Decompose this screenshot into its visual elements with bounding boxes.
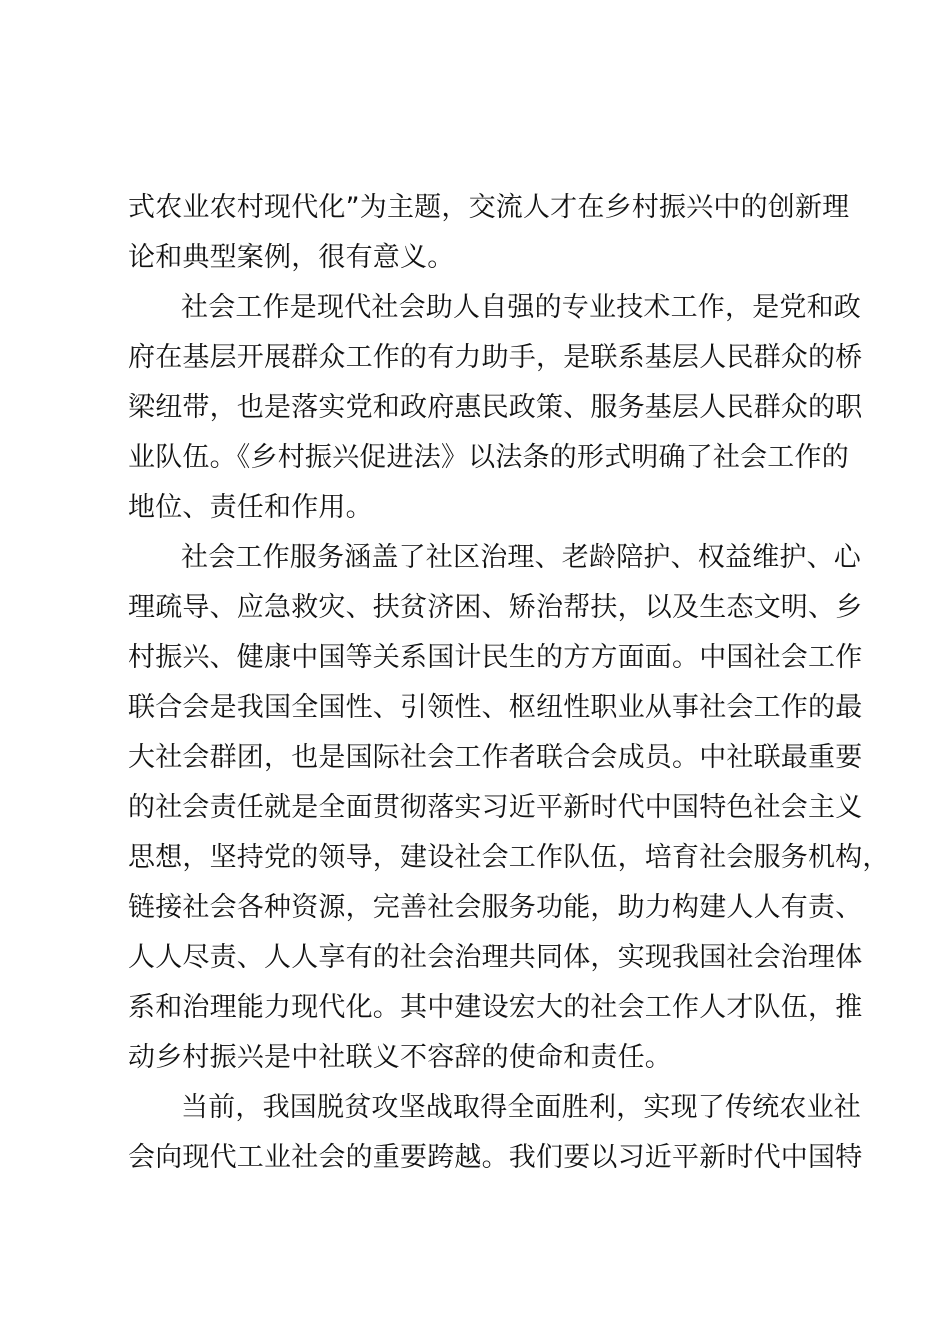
text-line: 链接社会各种资源，完善社会服务功能，助力构建人人有责、	[128, 892, 863, 923]
text-line: 府在基层开展群众工作的有力助手，是联系基层人民群众的桥	[128, 342, 863, 373]
text-line: 系和治理能力现代化。其中建设宏大的社会工作人才队伍，推	[128, 992, 863, 1023]
text-line: 大社会群团，也是国际社会工作者联合会成员。中社联最重要	[128, 742, 863, 773]
text-line: 理疏导、应急救灾、扶贫济困、矫治帮扶，以及生态文明、乡	[128, 592, 863, 623]
text-line: 会向现代工业社会的重要跨越。我们要以习近平新时代中国特	[128, 1142, 863, 1173]
paragraph-start-line: 当前，我国脱贫攻坚战取得全面胜利，实现了传统农业社	[181, 1092, 861, 1123]
text-line: 人人尽责、人人享有的社会治理共同体，实现我国社会治理体	[128, 942, 863, 973]
text-line: 论和典型案例，很有意义。	[128, 242, 455, 273]
text-line: 地位、责任和作用。	[128, 492, 373, 523]
text-line: 式农业农村现代化”为主题，交流人才在乡村振兴中的创新理	[128, 192, 850, 223]
text-line: 梁纽带，也是落实党和政府惠民政策、服务基层人民群众的职	[128, 392, 863, 423]
text-line: 思想，坚持党的领导，建设社会工作队伍，培育社会服务机构，	[128, 842, 890, 873]
paragraph-start-line: 社会工作服务涵盖了社区治理、老龄陪护、权益维护、心	[181, 542, 861, 573]
paragraph-start-line: 社会工作是现代社会助人自强的专业技术工作，是党和政	[181, 292, 861, 323]
text-line: 业队伍。《乡村振兴促进法》以法条的形式明确了社会工作的	[128, 442, 849, 473]
text-line: 联合会是我国全国性、引领性、枢纽性职业从事社会工作的最	[128, 692, 863, 723]
text-line: 村振兴、健康中国等关系国计民生的方方面面。中国社会工作	[128, 642, 863, 673]
text-line: 动乡村振兴是中社联义不容辞的使命和责任。	[128, 1042, 672, 1073]
document-body	[128, 183, 890, 1183]
text-line: 的社会责任就是全面贯彻落实习近平新时代中国特色社会主义	[128, 792, 863, 823]
